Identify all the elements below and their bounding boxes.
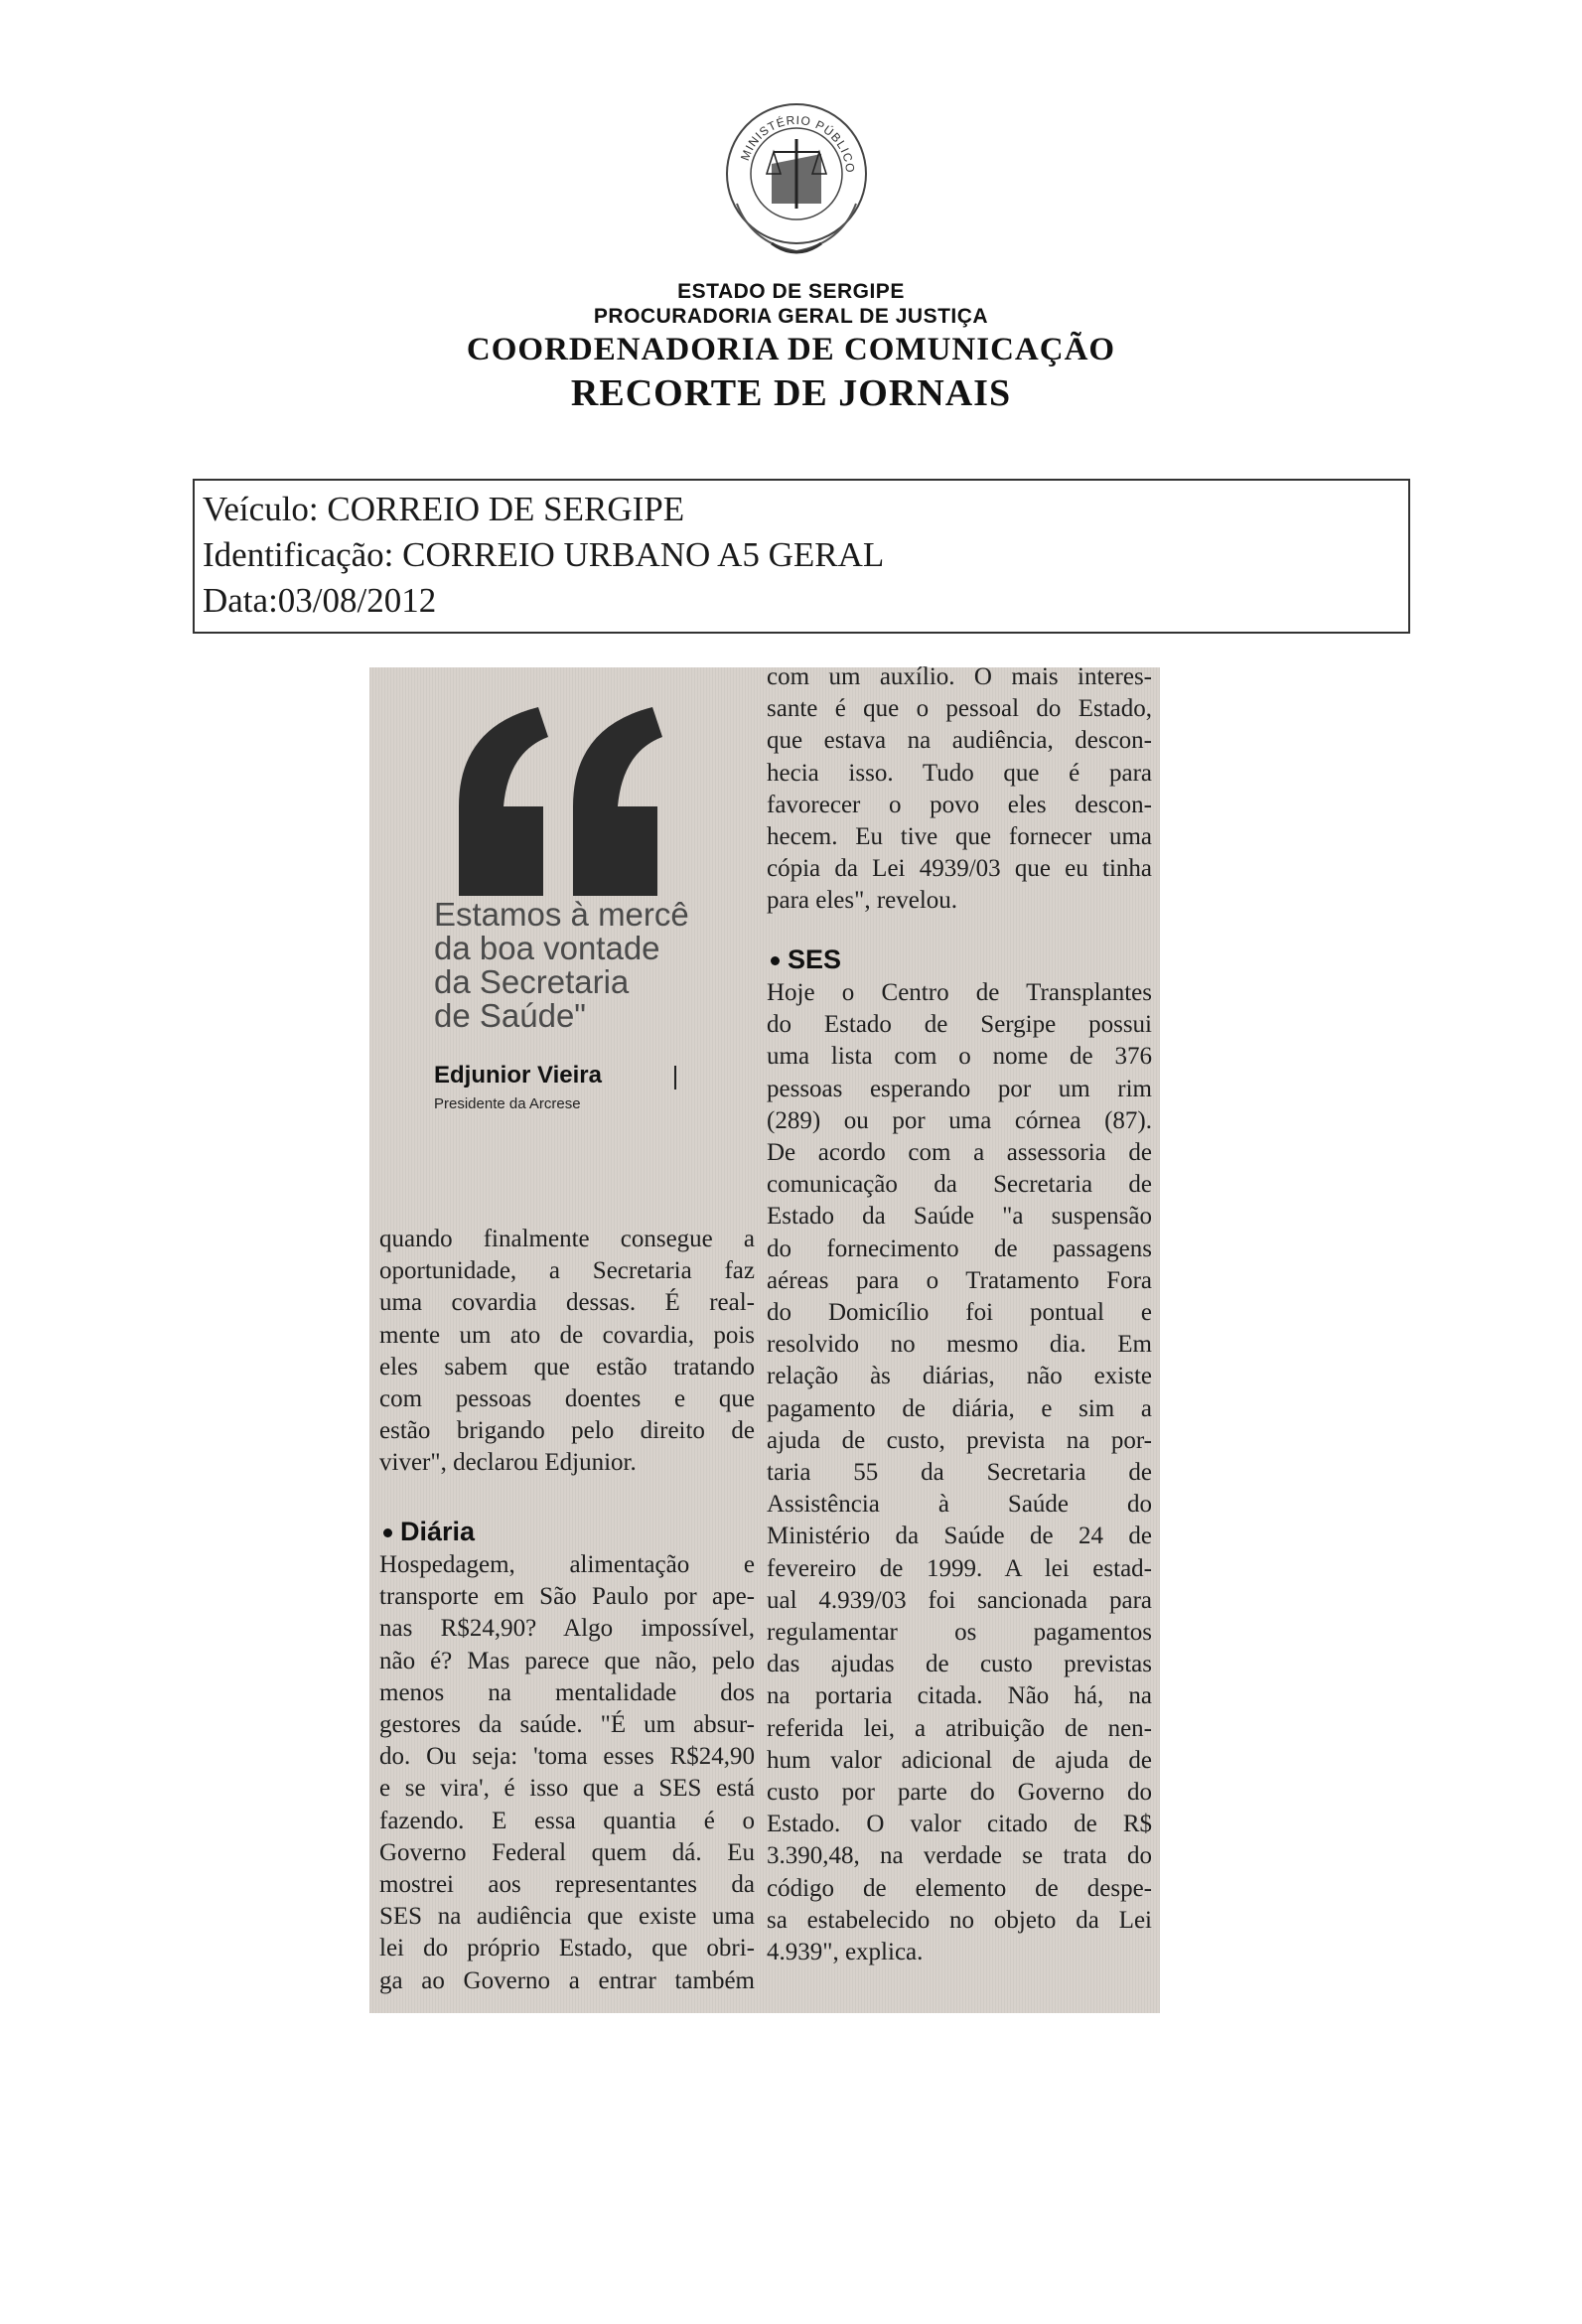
clipping-info-box xyxy=(193,479,1410,634)
text-line: ga ao Governo a entrar também xyxy=(379,1966,755,1994)
header-coordenadoria: COORDENADORIA DE COMUNICAÇÃO xyxy=(466,332,1116,367)
text-line: das ajudas de custo previstas xyxy=(767,1651,1152,1678)
ministerio-publico-seal xyxy=(712,94,881,263)
header-state: ESTADO DE SERGIPE xyxy=(677,280,905,303)
text-line: taria 55 da Secretaria de xyxy=(767,1459,1152,1487)
right-body-2 xyxy=(767,977,1152,1968)
text-line: com um auxílio. O mais interes- xyxy=(767,663,1152,690)
text-line: Hospedagem, alimentação e xyxy=(379,1551,755,1578)
text-line: lei do próprio Estado, que obri- xyxy=(379,1935,755,1962)
text-line: viver", declarou Edjunior. xyxy=(379,1449,637,1477)
text-line: custo por parte do Governo do xyxy=(767,1779,1152,1807)
text-line: quando finalmente consegue a xyxy=(379,1226,755,1252)
right-column xyxy=(767,663,1152,2013)
pull-quote-line: da boa vontade xyxy=(434,930,660,966)
text-line: aéreas para o Tratamento Fora xyxy=(767,1266,1152,1294)
left-body-1 xyxy=(379,1224,755,1480)
text-line: 4.939", explica. xyxy=(767,1939,924,1966)
quote-author-role: Presidente da Arcrese xyxy=(434,1095,581,1112)
text-line: do Estado de Sergipe possui xyxy=(767,1011,1152,1039)
text-line: Estado da Saúde "a suspensão xyxy=(767,1203,1152,1231)
text-line: com pessoas doentes e que xyxy=(379,1385,755,1413)
text-line: do. Ou seja: 'toma esses R$24,90 xyxy=(379,1743,755,1771)
left-column xyxy=(379,667,755,2013)
header-recorte: RECORTE DE JORNAIS xyxy=(570,372,1012,414)
identificacao-line: Identificação: CORREIO URBANO A5 GERAL xyxy=(203,535,885,574)
text-line: resolvido no mesmo dia. Em xyxy=(767,1331,1152,1359)
text-line: pagamento de diária, e sim a xyxy=(767,1394,1152,1422)
pull-quote xyxy=(434,898,732,1033)
pull-quote-line: Estamos à mercê xyxy=(434,896,689,933)
author-divider xyxy=(674,1066,676,1089)
text-line: eles sabem que estão tratando xyxy=(379,1353,755,1380)
pull-quote-line: de Saúde" xyxy=(434,997,587,1034)
text-line: Ministério da Saúde de 24 de xyxy=(767,1523,1152,1550)
text-line: fazendo. E essa quantia é o xyxy=(379,1807,755,1834)
header-procuradoria: PROCURADORIA GERAL DE JUSTIÇA xyxy=(593,305,989,328)
text-line: oportunidade, a Secretaria faz xyxy=(379,1257,755,1285)
text-line: comunicação da Secretaria de xyxy=(767,1171,1152,1199)
section-heading-ses: SES xyxy=(767,942,841,977)
text-line: SES na audiência que existe uma xyxy=(379,1903,755,1931)
text-line: sante é que o pessoal do Estado, xyxy=(767,695,1152,723)
text-line: estão brigando pelo direito de xyxy=(379,1417,755,1445)
text-line: pessoas esperando por um rim xyxy=(767,1075,1152,1102)
text-line: para eles", revelou. xyxy=(767,887,958,915)
text-line: Hoje o Centro de Transplantes xyxy=(767,979,1152,1006)
text-line: De acordo com a assessoria de xyxy=(767,1139,1152,1167)
text-line: código de elemento de despe- xyxy=(767,1874,1152,1902)
text-line: ajuda de custo, prevista na por- xyxy=(767,1426,1152,1454)
text-line: cópia da Lei 4939/03 que eu tinha xyxy=(767,855,1152,883)
text-line: e se vira', é isso que a SES está xyxy=(379,1775,755,1803)
text-line: do fornecimento de passagens xyxy=(767,1235,1152,1262)
bullet-icon xyxy=(383,1528,392,1537)
text-line: sa estabelecido no objeto da Lei xyxy=(767,1906,1152,1934)
quote-mark-icon xyxy=(439,697,677,911)
text-line: uma covardia dessas. É real- xyxy=(379,1289,755,1317)
svg-text:MINISTÉRIO PÚBLICO: MINISTÉRIO PÚBLICO xyxy=(737,112,858,175)
text-line: uma lista com o nome de 376 xyxy=(767,1043,1152,1071)
section-heading-diaria: Diária xyxy=(379,1514,475,1549)
veiculo-line: Veículo: CORREIO DE SERGIPE xyxy=(203,490,685,528)
left-body-2 xyxy=(379,1549,755,1997)
text-line: Estado. O valor citado de R$ xyxy=(767,1811,1152,1838)
text-line: relação às diárias, não existe xyxy=(767,1363,1152,1390)
text-line: do Domicílio foi pontual e xyxy=(767,1299,1152,1327)
text-line: mostrei aos representantes da xyxy=(379,1871,755,1899)
text-line: hecem. Eu tive que fornecer uma xyxy=(767,823,1152,851)
text-line: gestores da saúde. "É um absur- xyxy=(379,1711,755,1739)
text-line: ual 4.939/03 foi sancionada para xyxy=(767,1586,1152,1614)
text-line: transporte em São Paulo por ape- xyxy=(379,1583,755,1611)
text-line: (289) ou por uma córnea (87). xyxy=(767,1106,1152,1134)
text-line: referida lei, a atribuição de nen- xyxy=(767,1714,1152,1742)
right-body-1 xyxy=(767,661,1152,918)
data-line: Data:03/08/2012 xyxy=(203,581,437,620)
text-line: Governo Federal quem dá. Eu xyxy=(379,1838,755,1866)
text-line: menos na mentalidade dos xyxy=(379,1678,755,1706)
text-line: fevereiro de 1999. A lei estad- xyxy=(767,1554,1152,1582)
text-line: nas R$24,90? Algo impossível, xyxy=(379,1615,755,1643)
text-line: que estava na audiência, descon- xyxy=(767,727,1152,755)
text-line: hum valor adicional de ajuda de xyxy=(767,1746,1152,1774)
bullet-icon xyxy=(771,956,780,965)
text-line: mente um ato de covardia, pois xyxy=(379,1321,755,1349)
text-line: favorecer o povo eles descon- xyxy=(767,791,1152,818)
pull-quote-line: da Secretaria xyxy=(434,963,630,1000)
text-line: hecia isso. Tudo que é para xyxy=(767,759,1152,787)
quote-author: Edjunior Vieira xyxy=(434,1062,602,1089)
text-line: regulamentar os pagamentos xyxy=(767,1619,1152,1647)
text-line: Assistência à Saúde do xyxy=(767,1491,1152,1519)
text-line: na portaria citada. Não há, na xyxy=(767,1682,1152,1710)
newspaper-clipping xyxy=(369,663,1160,2013)
text-line: 3.390,48, na verdade se trata do xyxy=(767,1842,1152,1870)
text-line: não é? Mas parece que não, pelo xyxy=(379,1647,755,1674)
